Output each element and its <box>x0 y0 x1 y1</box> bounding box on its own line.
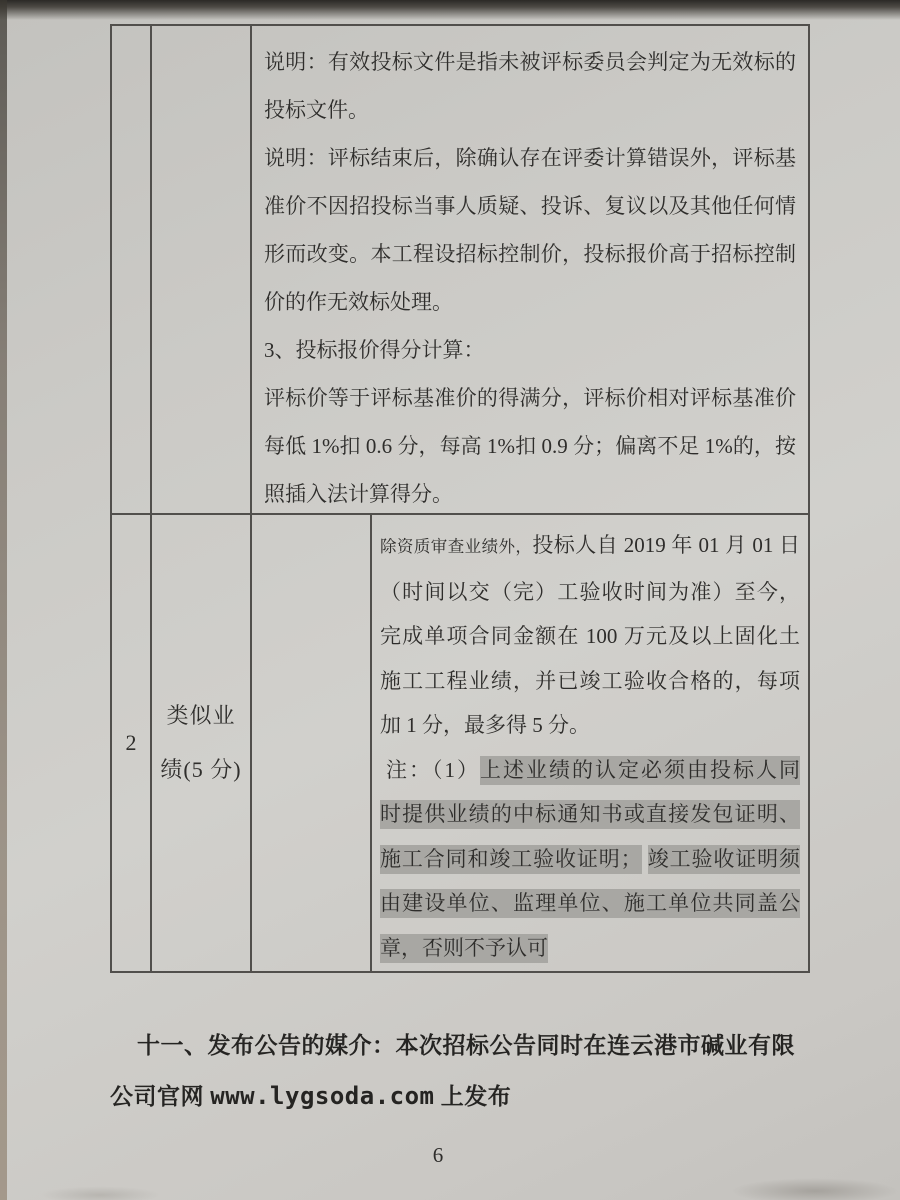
table-row-price-scoring <box>112 26 808 515</box>
website-url: www.lygsoda.com <box>210 1082 435 1110</box>
text-segment: 上发布 <box>434 1084 512 1109</box>
text-line: 每低 1%扣 0.6 分，每高 1%扣 0.9 分；偏离不足 1%的，按 <box>264 434 796 458</box>
highlighted-text: 由建设单位、监理单位、施工单位共同盖公 <box>380 889 800 918</box>
cell-row1-index <box>112 26 152 513</box>
text-line: 完成单项合同金额在 100 万元及以上固化土 <box>380 624 800 648</box>
highlighted-text: 章，否则不予认可 <box>380 934 548 963</box>
text-line: 3、投标报价得分计算： <box>264 338 485 362</box>
category-label-line: 绩(5 分) <box>160 757 242 782</box>
table-row-similar-achievements <box>112 515 808 971</box>
cell-row2-criteria-text <box>372 515 808 971</box>
text-segment: 公司官网 <box>110 1084 211 1109</box>
cell-row2-index: 2 <box>112 515 152 971</box>
text-line: 准价不因招投标当事人质疑、投诉、复议以及其他任何情 <box>264 194 796 218</box>
cell-row1-criteria-text <box>252 26 808 513</box>
text-line-note <box>380 837 800 882</box>
highlighted-text: 时提供业绩的中标通知书或直接发包证明、 <box>380 800 800 829</box>
text-segment-small: 除资质审查业绩外， <box>380 537 533 556</box>
text-line: 评标价等于评标基准价的得满分，评标价相对评标基准价 <box>264 386 796 410</box>
text-segment: 投标人自 2019 年 01 月 01 日 <box>532 533 801 557</box>
cell-row2-category <box>152 515 252 971</box>
text-line: （时间以交（完）工验收时间为准）至今， <box>380 579 800 604</box>
text-line-note <box>380 926 800 971</box>
category-label-line: 类似业 <box>166 703 236 728</box>
page-number: 6 <box>432 1143 444 1167</box>
photo-left-edge <box>0 0 7 1200</box>
text-line: 加 1 分，最多得 5 分。 <box>380 713 590 737</box>
text-line: 价的作无效标处理。 <box>264 290 453 314</box>
cell-row2-empty <box>252 515 372 971</box>
note-prefix: 注：（1） <box>386 757 480 782</box>
text-line-note <box>380 792 800 837</box>
photo-top-edge <box>0 0 900 20</box>
text-line: 投标文件。 <box>264 98 369 122</box>
cell-row1-category <box>152 26 252 513</box>
announcement-media-line1: 十一、发布公告的媒介：本次招标公告同时在连云港市碱业有限 <box>137 1033 795 1058</box>
text-line: 照插入法计算得分。 <box>264 482 453 506</box>
text-line: 形而改变。本工程设招标控制价，投标报价高于招标控制 <box>264 242 796 266</box>
text-line: 说明：评标结束后，除确认存在评委计算错误外，评标基 <box>264 146 796 170</box>
text-line: 施工工程业绩，并已竣工验收合格的，每项 <box>380 668 800 693</box>
text-line-note <box>380 881 800 926</box>
highlighted-text: 上述业绩的认定必须由投标人同 <box>480 756 800 785</box>
announcement-media-paragraph <box>110 1020 810 1122</box>
photo-bottom-right-shadow <box>730 1178 900 1200</box>
score-table <box>110 24 810 973</box>
text-line <box>380 523 800 570</box>
highlighted-text: 施工合同和竣工验收证明； <box>380 845 642 874</box>
highlighted-text: 竣工验收证明须 <box>648 845 800 874</box>
announcement-media-line2 <box>110 1071 810 1122</box>
text-line: 说明：有效投标文件是指未被评标委员会判定为无效标的 <box>264 50 796 74</box>
photo-bottom-left-shadow <box>40 1186 160 1200</box>
text-line-note <box>380 748 800 793</box>
